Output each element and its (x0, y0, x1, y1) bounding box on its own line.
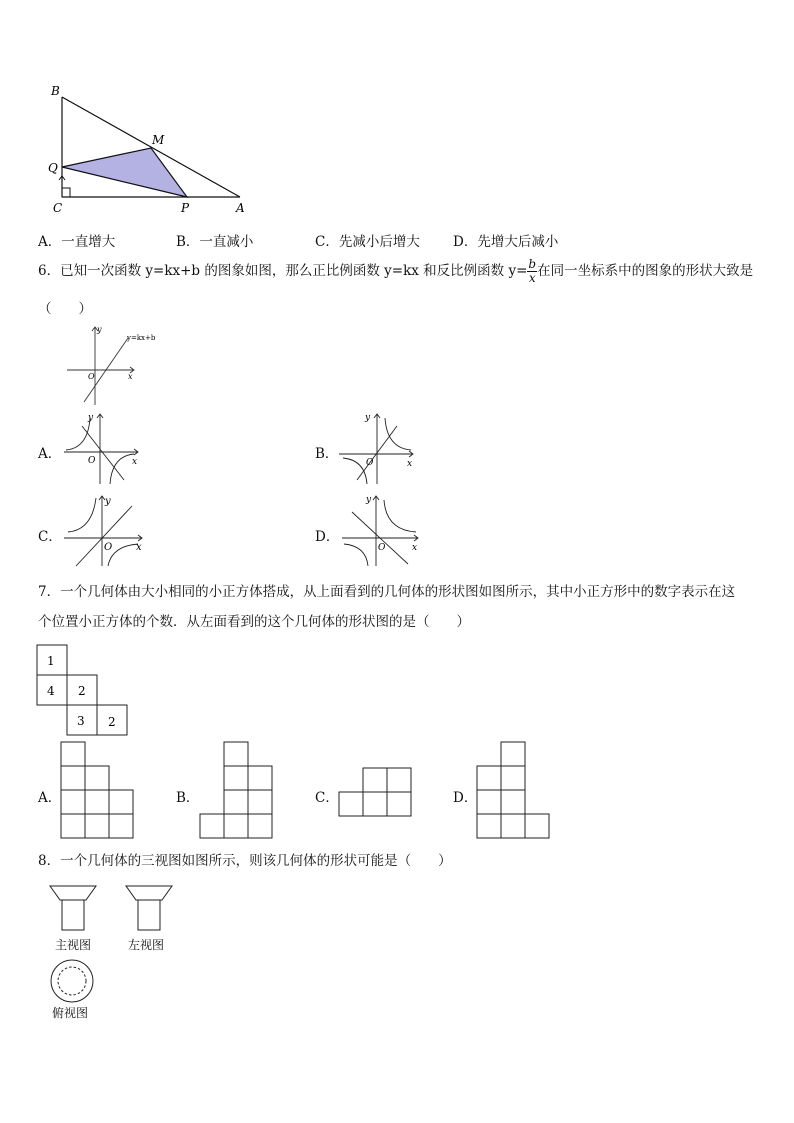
q7-top-view-grid (36, 644, 132, 736)
label-M: M (152, 133, 165, 147)
svg-text:O: O (88, 456, 96, 466)
q8-left-view (124, 884, 176, 934)
grid-number: 3 (77, 714, 85, 728)
q6-option-c-letter: C． (38, 529, 62, 545)
q6-given-graph (62, 322, 162, 408)
label-P: P (181, 201, 190, 215)
q8-top-view-caption: 俯视图 (52, 1006, 89, 1020)
q6-option-b-letter: B． (315, 446, 339, 462)
svg-text:x: x (412, 543, 418, 553)
q8-front-view-caption: 主视图 (55, 938, 92, 952)
q7-option-b-letter: B． (176, 790, 200, 806)
svg-text:y: y (366, 495, 372, 505)
q6-stem: 6．已知一次函数 y=kx+b 的图象如图，那么正比例函数 y=kx 和反比例函数 y= $\frac{b}{x}$ 在同一坐标系中的图象的形状大致是 (38, 257, 754, 285)
q5-option-a: A．一直增大 (38, 234, 116, 250)
svg-text:O: O (366, 458, 374, 468)
q7-stem-line2: 个位置小正方体的个数．从左面看到的这个几何体的形状图的是（ ） (38, 614, 470, 630)
q7-option-a-letter: A． (38, 790, 62, 806)
shaded-triangle-qmp (62, 148, 187, 197)
svg-text:x: x (132, 457, 138, 467)
q8-stem: 8．一个几何体的三视图如图所示，则该几何体的形状可能是（ ） (38, 853, 452, 869)
q8-front-view (48, 884, 100, 934)
q7-option-b-figure (199, 741, 279, 843)
q6-option-a-graph (60, 410, 144, 486)
q7-option-d-figure (476, 741, 556, 843)
label-Q: Q (48, 161, 58, 175)
q6-paren: （ ） (38, 301, 92, 317)
svg-text:x: x (407, 459, 413, 469)
label-C: C (53, 201, 63, 215)
q7-option-a-figure (60, 741, 140, 843)
svg-text:O: O (88, 372, 95, 381)
q6-option-d-graph (338, 492, 424, 568)
svg-text:y: y (97, 325, 102, 334)
svg-text:y: y (365, 413, 371, 423)
grid-number: 2 (108, 715, 116, 729)
grid-number: 1 (47, 654, 55, 668)
fraction-b-over-x: $\frac{b}{x}$ (528, 257, 537, 285)
q7-option-c-figure (338, 767, 418, 821)
svg-text:O: O (378, 543, 386, 553)
label-B: B (51, 84, 60, 98)
svg-text:y=kx+b: y=kx+b (127, 334, 156, 342)
svg-text:x: x (136, 542, 142, 553)
svg-text:O: O (104, 542, 113, 553)
q5-option-b: B．一直减小 (176, 234, 254, 250)
svg-text:y: y (88, 413, 94, 423)
svg-text:x: x (128, 372, 133, 381)
q7-option-c-letter: C． (315, 790, 339, 806)
q7-stem-line1: 7．一个几何体由大小相同的小正方体搭成，从上面看到的几何体的形状图如图所示，其中小正方形中的数字表示在这 (38, 584, 736, 600)
grid-number: 2 (78, 684, 86, 698)
q6-option-a-letter: A． (38, 446, 62, 462)
q5-triangle-figure (40, 80, 260, 220)
q6-option-b-graph (335, 410, 419, 486)
label-A: A (236, 201, 245, 215)
svg-text:y: y (105, 496, 111, 507)
q7-option-d-letter: D． (453, 790, 478, 806)
q6-option-d-letter: D． (315, 529, 340, 545)
grid-number: 4 (47, 684, 55, 698)
q5-option-c: C．先减小后增大 (315, 234, 420, 250)
q5-option-d: D．先增大后减小 (453, 234, 559, 250)
q8-left-view-caption: 左视图 (128, 938, 165, 952)
q6-option-c-graph (60, 492, 150, 568)
q8-top-view (48, 958, 98, 1008)
